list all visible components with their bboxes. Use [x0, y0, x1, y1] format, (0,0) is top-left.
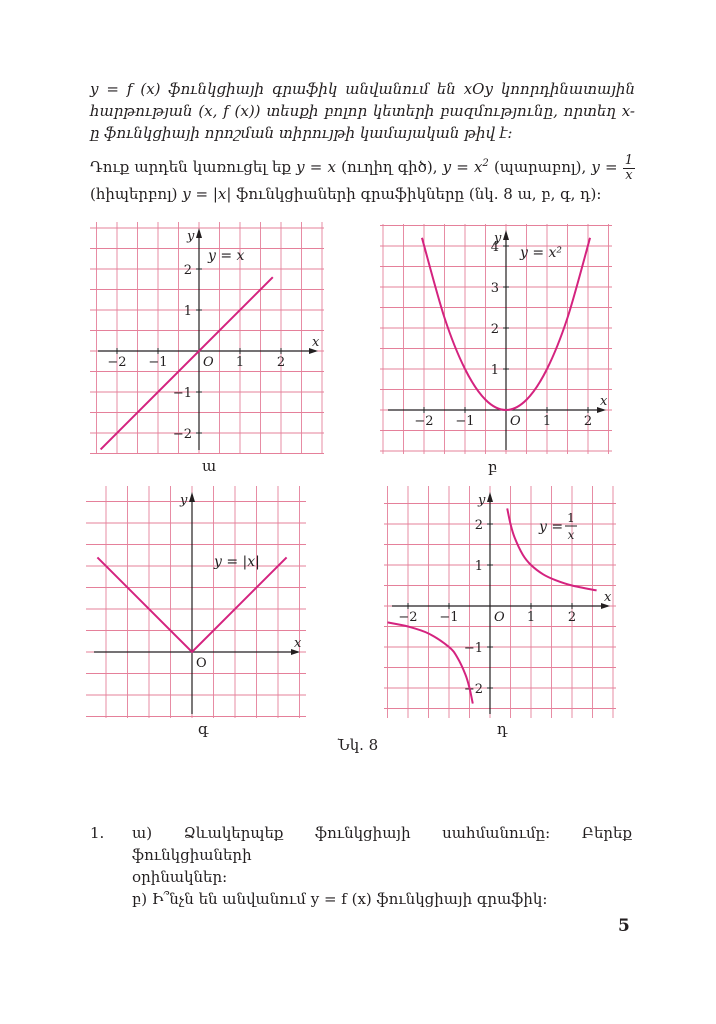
y-tick-label: −1	[172, 386, 192, 401]
figure-caption: Նկ. 8	[337, 736, 379, 754]
chart-title: y =	[539, 519, 564, 535]
y-tick-label: −2	[463, 682, 483, 697]
intro-paragraph	[90, 153, 635, 205]
plot-hyperbola	[384, 486, 616, 718]
panel-label-a: ա	[202, 457, 217, 475]
panel-label-d: դ	[497, 720, 508, 738]
x-tick-label: 1	[526, 610, 536, 625]
x-tick-label: −2	[414, 414, 434, 429]
chart-title: y = x²	[520, 245, 563, 261]
x-axis-label: x	[294, 636, 302, 651]
intro-text-c: (պարաբոլ),	[488, 158, 592, 176]
y-tick-label: 3	[490, 281, 499, 296]
x-tick-label: 2	[583, 414, 593, 429]
x-axis-label: x	[600, 394, 608, 409]
y-axis-label: y	[180, 493, 188, 508]
intro-text-b: (ուղիղ գիծ),	[335, 158, 443, 176]
page-number: 5	[618, 916, 630, 936]
formula-linear: y = x	[296, 158, 336, 176]
plot-parabola	[380, 224, 612, 454]
origin-label: O	[196, 656, 207, 671]
y-tick-label: −1	[463, 641, 483, 656]
chart-title: y = |x|	[214, 554, 260, 570]
y-axis-arrow	[487, 492, 493, 502]
formula-parabola	[443, 158, 489, 176]
exercise-line-2: օրինակներ:	[132, 868, 228, 886]
formula-abs: y = |x|	[182, 184, 232, 203]
x-tick-label: −2	[107, 355, 127, 370]
formula-hyperbola-y: y =	[591, 158, 618, 176]
y-axis-arrow	[503, 230, 509, 240]
panel-label-c: գ	[198, 720, 209, 738]
formula-parabola-base: y = x	[442, 158, 483, 176]
x-axis-label: x	[312, 335, 320, 350]
origin-label: O	[494, 610, 505, 625]
y-tick-label: 2	[474, 518, 483, 533]
y-axis-label: y	[187, 229, 195, 244]
x-tick-label: 2	[567, 610, 577, 625]
formula-hyperbola	[591, 152, 635, 183]
x-axis-label: x	[604, 590, 612, 605]
formula-hyperbola-num: 1	[624, 152, 633, 168]
y-tick-label: 2	[490, 322, 499, 337]
series-curve	[388, 622, 473, 703]
intro-text-a: Դուք արդեն կառուցել եք	[90, 158, 297, 176]
x-tick-label: −1	[148, 355, 168, 370]
x-tick-label: 1	[542, 414, 552, 429]
chart-title-den: x	[567, 528, 575, 542]
y-tick-label: −2	[172, 427, 192, 442]
intro-text-e: ֆունկցիաների գրաֆիկները (նկ. 8 ա, բ, գ, դ):	[231, 184, 602, 203]
plot-linear	[90, 222, 324, 454]
y-tick-label: 4	[490, 240, 499, 255]
x-tick-label: −1	[455, 414, 475, 429]
exercise-line-1: ա) Ձևակերպեք ֆունկցիայի սահմանումը: Բերեք ֆունկցիաների	[132, 824, 632, 864]
definition-paragraph: y = f (x) ֆունկցիայի գրաֆիկ անվանում են xOy կոորդինատային հարթության (x, f (x)) տեսքի բոլոր կետերի բազմությունը, որտեղ x-ը ֆունկցիայի որոշման տիրույթի կամայական թիվ է:	[90, 80, 635, 142]
formula-parabola-exp: 2	[482, 158, 489, 169]
y-axis-arrow	[189, 492, 195, 502]
y-tick-label: 1	[474, 559, 483, 574]
y-tick-label: 2	[183, 263, 192, 278]
chart-title-num: 1	[567, 511, 575, 525]
exercise-number: 1.	[90, 824, 105, 842]
chart-title: y = x	[208, 248, 245, 264]
x-tick-label: 2	[276, 355, 286, 370]
y-tick-label: 1	[490, 363, 499, 378]
y-axis-label: y	[478, 493, 486, 508]
formula-hyperbola-den: x	[625, 167, 633, 183]
y-axis-label: y	[494, 231, 502, 246]
panel-label-b: բ	[488, 458, 498, 476]
x-tick-label: −2	[398, 610, 418, 625]
plot-absolute	[86, 486, 306, 718]
y-tick-label: 1	[183, 304, 192, 319]
x-tick-label: −1	[439, 610, 459, 625]
intro-text-d: (հիպերբոլ)	[90, 184, 183, 203]
x-tick-label: 1	[235, 355, 245, 370]
origin-label: O	[510, 414, 521, 429]
origin-label: O	[203, 355, 214, 370]
y-axis-arrow	[196, 228, 202, 238]
exercise-line-3: բ) Ի՞նչն են անվանում y = f (x) ֆունկցիայի գրաֆիկ:	[132, 890, 548, 908]
